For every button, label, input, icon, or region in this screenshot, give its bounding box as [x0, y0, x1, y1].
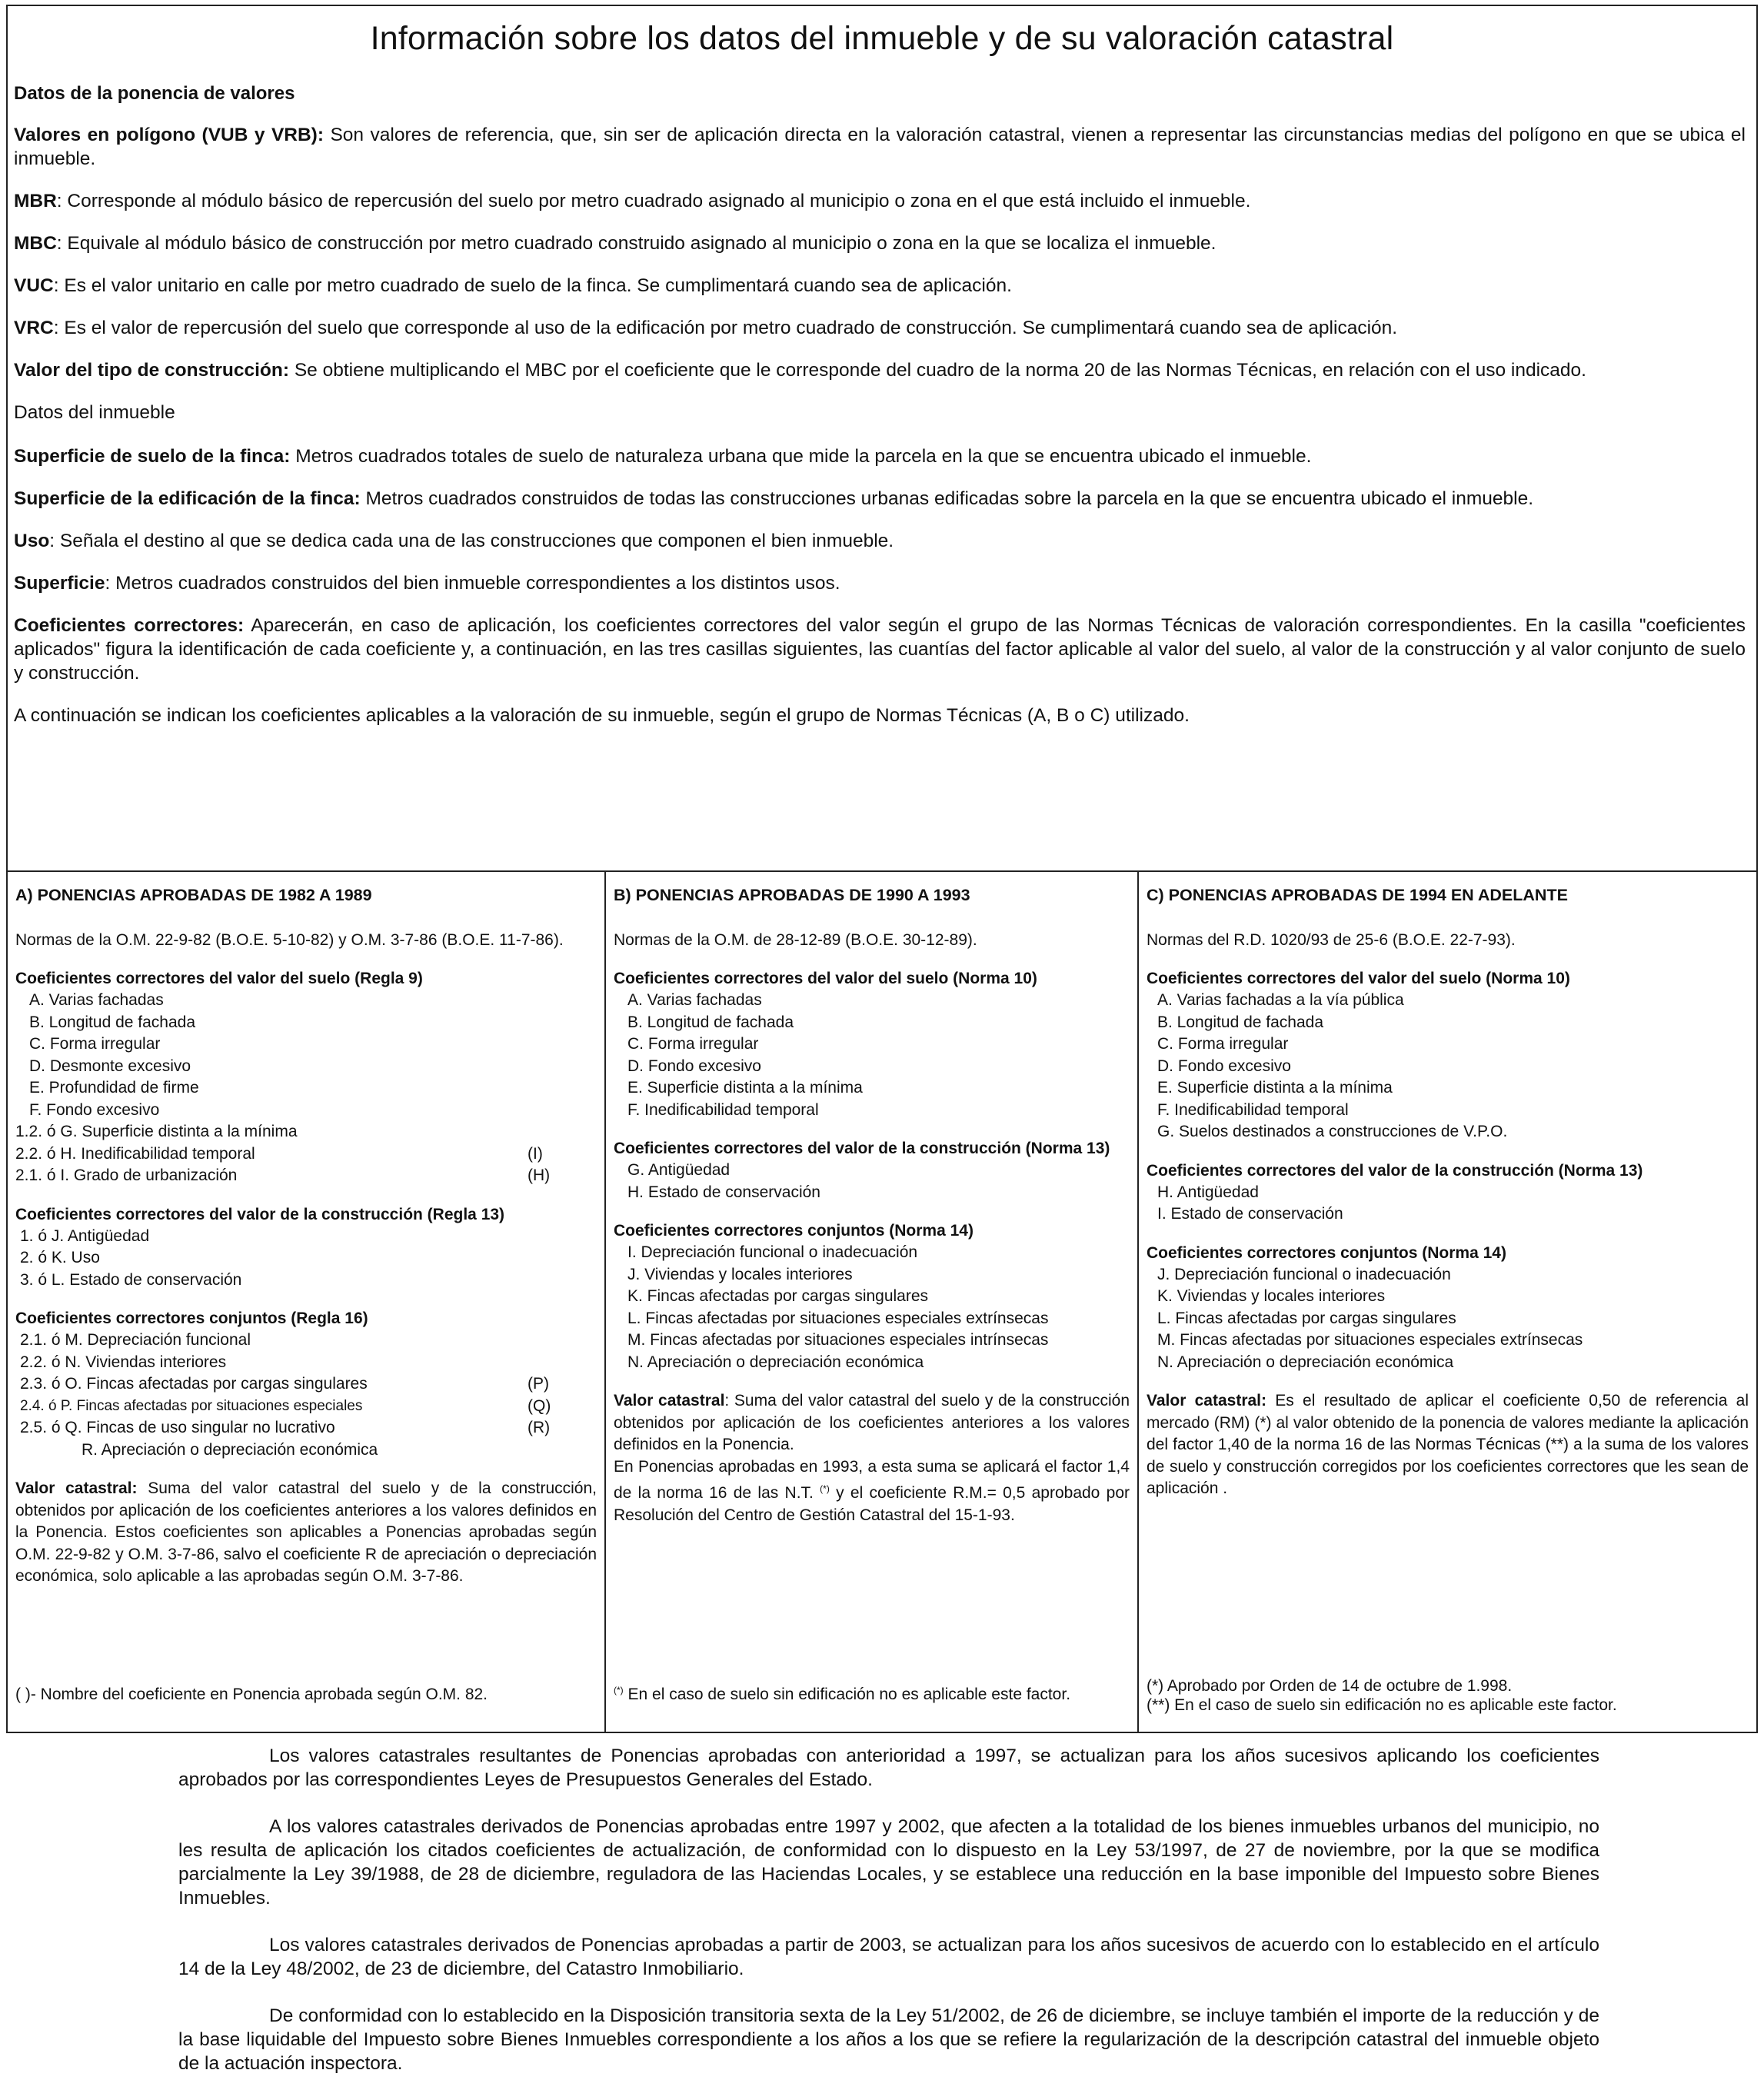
definition-superficie-suelo: Superficie de suelo de la finca: Metros cuadrados totales de suelo de naturaleza urbana que mide la parcela en la que se encuentra ubicado el inmueble.	[14, 446, 1312, 467]
column-a-conj-heading: Coeficientes correctores conjuntos (Regla 16)	[15, 1310, 368, 1327]
list-item: E. Profundidad de firme	[29, 1079, 199, 1097]
list-item: I. Estado de conservación	[1157, 1205, 1343, 1223]
column-b-footnote: (*) En el caso de suelo sin edificación no es aplicable este factor.	[614, 1684, 1071, 1703]
column-c-footnotes	[1147, 1676, 1749, 1715]
list-item: 3. ó L. Estado de conservación	[20, 1270, 242, 1289]
list-item: A. Varias fachadas	[627, 991, 762, 1009]
definitions-section	[14, 83, 1746, 746]
list-item: C. Forma irregular	[1157, 1035, 1289, 1053]
column-a	[8, 872, 604, 1732]
list-item: K. Fincas afectadas por cargas singulares	[627, 1287, 929, 1305]
bottom-paragraph: De conformidad con lo establecido en la Disposición transitoria sexta de la Ley 51/2002, de 26 de diciembre, se incluye también el importe de la reducción y de la base liquidable del Impuesto sobre Bienes Inmuebles correspondiente a los años a los que se refiere la regularización de la descripción catastral del inmueble objeto de la actuación inspectora.	[178, 2005, 1599, 2074]
column-c-valor-catastral: Valor catastral: Es el resultado de aplicar el coeficiente 0,50 de referencia al mercado (RM) (*) al valor obtenido de la ponencia de valores mediante la aplicación del factor 1,40 de la norma 16 de las Normas Técnicas (**) a la suma de los valores de suelo y construcción corregidos por los coeficientes correctores que les sean de aplicación .	[1147, 1392, 1749, 1497]
definition-superficie-edificacion: Superficie de la edificación de la finca: Metros cuadrados construidos de todas las construcciones urbanas edificadas sobre la parcela en la que se encuentra ubicado el inmueble.	[14, 488, 1534, 509]
list-item: I. Depreciación funcional o inadecuación	[627, 1243, 918, 1261]
list-item: 2.5. ó Q. Fincas de uso singular no lucrativo (R)	[20, 1419, 551, 1436]
column-c-conj-list	[1147, 1264, 1749, 1374]
bottom-paragraph: A los valores catastrales derivados de Ponencias aprobadas entre 1997 y 2002, que afecten a la totalidad de los bienes inmuebles urbanos del municipio, no les resulta de aplicación los citados coeficientes de actualización, de conformidad con lo dispuesto en la Ley 53/1997, de 27 de noviembre, por la que se modifica parcialmente la Ley 39/1988, de 28 de diciembre, reguladora de las Haciendas Locales, y se establece una reducción en la base imponible del Impuesto sobre Bienes Inmuebles.	[178, 1816, 1599, 1909]
column-a-suelo-list	[15, 990, 597, 1187]
definition-vrc: VRC: Es el valor de repercusión del suelo que corresponde al uso de la edificación por metro cuadrado de construcción. Se cumplimentará cuando sea de aplicación.	[14, 318, 1398, 338]
column-a-norms: Normas de la O.M. 22-9-82 (B.O.E. 5-10-82) y O.M. 3-7-86 (B.O.E. 11-7-86).	[15, 930, 564, 949]
column-b-valor-catastral: Valor catastral: Suma del valor catastral del suelo y de la construcción obtenidos por aplicación de los coeficientes anteriores a los valores definidos en la Ponencia.	[614, 1392, 1130, 1453]
list-item: E. Superficie distinta a la mínima	[1157, 1079, 1393, 1097]
list-item: C. Forma irregular	[627, 1035, 759, 1053]
column-c-suelo-heading: Coeficientes correctores del valor del suelo (Norma 10)	[1147, 970, 1570, 987]
column-a-valor-catastral: Valor catastral: Suma del valor catastral del suelo y de la construcción, obtenidos por aplicación de los coeficientes anteriores a los valores definidos en la Ponencia. Estos coeficientes son aplicables a Ponencias aprobadas según O.M. 22-9-82 y O.M. 3-7-86, salvo el coeficiente R de apreciación o depreciación económica, solo aplicable a las aprobadas según O.M. 3-7-86.	[15, 1479, 597, 1585]
column-a-constr-heading: Coeficientes correctores del valor de la construcción (Regla 13)	[15, 1205, 505, 1223]
list-item: L. Fincas afectadas por cargas singulares	[1157, 1309, 1456, 1327]
inmueble-heading: Datos del inmueble	[14, 402, 175, 423]
list-item: H. Antigüedad	[1157, 1183, 1259, 1201]
column-c-constr-list	[1147, 1182, 1749, 1226]
column-b-norms: Normas de la O.M. de 28-12-89 (B.O.E. 30-12-89).	[614, 930, 977, 949]
list-item: 2.2. ó H. Inedificabilidad temporal (I)	[15, 1144, 543, 1163]
column-a-conj-list	[15, 1330, 597, 1461]
list-item: F. Inedificabilidad temporal	[1157, 1100, 1349, 1119]
column-b	[604, 872, 1137, 1732]
list-item: R. Apreciación o depreciación económica	[82, 1440, 378, 1459]
column-b-conj-list	[614, 1242, 1130, 1373]
column-c-norms: Normas del R.D. 1020/93 de 25-6 (B.O.E. 22-7-93).	[1147, 930, 1516, 949]
list-item: 2.4. ó P. Fincas afectadas por situaciones especiales (Q)	[20, 1396, 551, 1415]
continuation-text: A continuación se indican los coeficientes aplicables a la valoración de su inmueble, según el grupo de Normas Técnicas (A, B o C) utilizado.	[14, 705, 1190, 726]
ponencias-table	[8, 870, 1756, 1732]
list-item: B. Longitud de fachada	[627, 1013, 794, 1031]
list-item: K. Viviendas y locales interiores	[1157, 1287, 1386, 1305]
list-item: B. Longitud de fachada	[29, 1013, 196, 1031]
bottom-notes	[178, 1744, 1599, 2098]
definition-valor-tipo: Valor del tipo de construcción: Se obtiene multiplicando el MBC por el coeficiente que le corresponde del cuadro de la norma 20 de las Normas Técnicas, en relación con el uso indicado.	[14, 360, 1586, 381]
list-item: C. Forma irregular	[29, 1035, 161, 1053]
list-item: 2.1. ó M. Depreciación funcional	[20, 1331, 251, 1349]
list-item: N. Apreciación o depreciación económica	[627, 1353, 924, 1371]
list-item: E. Superficie distinta a la mínima	[627, 1079, 863, 1097]
column-c-suelo-list	[1147, 990, 1749, 1143]
list-item: B. Longitud de fachada	[1157, 1013, 1324, 1031]
list-item: M. Fincas afectadas por situaciones especiales intrínsecas	[627, 1331, 1049, 1349]
list-item: J. Viviendas y locales interiores	[627, 1265, 853, 1283]
column-c-constr-heading: Coeficientes correctores del valor de la construcción (Norma 13)	[1147, 1161, 1643, 1180]
definition-vuc: VUC: Es el valor unitario en calle por metro cuadrado de suelo de la finca. Se cumplimentará cuando sea de aplicación.	[14, 275, 1012, 296]
definition-mbr: MBR: Corresponde al módulo básico de repercusión del suelo por metro cuadrado asignado al municipio o zona en el que está incluido el inmueble.	[14, 191, 1251, 211]
info-box	[6, 5, 1758, 1733]
column-b-suelo-list	[614, 990, 1130, 1121]
list-item: A. Varias fachadas	[29, 991, 164, 1009]
definition-superficie: Superficie: Metros cuadrados construidos del bien inmueble correspondientes a los distintos usos.	[14, 573, 840, 594]
column-a-footnote: ( )- Nombre del coeficiente en Ponencia aprobada según O.M. 82.	[15, 1685, 488, 1703]
column-b-heading: B) PONENCIAS APROBADAS DE 1990 A 1993	[614, 886, 970, 904]
list-item: 2. ó K. Uso	[20, 1249, 100, 1266]
column-c-footnote-2: (**) En el caso de suelo sin edificación no es aplicable este factor.	[1147, 1696, 1617, 1714]
column-a-suelo-heading: Coeficientes correctores del valor del suelo (Regla 9)	[15, 970, 423, 987]
column-c-heading: C) PONENCIAS APROBADAS DE 1994 EN ADELANTE	[1147, 886, 1568, 904]
column-b-constr-list	[614, 1160, 1130, 1203]
list-item: L. Fincas afectadas por situaciones especiales extrínsecas	[627, 1309, 1049, 1327]
column-b-constr-heading: Coeficientes correctores del valor de la construcción (Norma 13)	[614, 1140, 1110, 1157]
definition-mbc: MBC: Equivale al módulo básico de construcción por metro cuadrado construido asignado al municipio o zona en la que se localiza el inmueble.	[14, 233, 1216, 254]
column-a-constr-list	[15, 1226, 597, 1292]
column-b-conj-heading: Coeficientes correctores conjuntos (Norma 14)	[614, 1222, 974, 1240]
list-item: 2.1. ó I. Grado de urbanización (H)	[15, 1166, 551, 1184]
bottom-paragraph: Los valores catastrales derivados de Ponencias aprobadas a partir de 2003, se actualizan para los años sucesivos de acuerdo con lo establecido en el artículo 14 de la Ley 48/2002, de 23 de diciembre, del Catastro Inmobiliario.	[178, 1935, 1599, 1979]
column-b-valor-1993: En Ponencias aprobadas en 1993, a esta suma se aplicará el factor 1,4 de la norma 16 de las N.T. (*) y el coeficiente R.M.= 0,5 aprobado por Resolución del Centro de Gestión Catastral del 15-1-93.	[614, 1457, 1130, 1524]
list-item: D. Fondo excesivo	[627, 1057, 761, 1075]
list-item: 2.2. ó N. Viviendas interiores	[20, 1353, 227, 1371]
page-title: Información sobre los datos del inmueble y de su valoración catastral	[370, 20, 1394, 57]
list-item: 2.3. ó O. Fincas afectadas por cargas singulares (P)	[20, 1375, 549, 1393]
definition-coeficientes: Coeficientes correctores: Aparecerán, en caso de aplicación, los coeficientes correctores del valor según el grupo de las Normas Técnicas de valoración correspondientes. En la casilla "coeficientes aplicados" figura la identificación de cada coeficiente y, a continuación, en las tres casillas siguientes, las cuantías del factor aplicable al valor del suelo, al valor de la construcción y al valor conjunto de suelo y construcción.	[14, 615, 1746, 684]
column-b-suelo-heading: Coeficientes correctores del valor del suelo (Norma 10)	[614, 970, 1037, 987]
list-item: G. Antigüedad	[627, 1161, 731, 1179]
bottom-paragraph: Los valores catastrales resultantes de Ponencias aprobadas con anterioridad a 1997, se actualizan para los años sucesivos aplicando los coeficientes aprobados por las correspondientes Leyes de Presupuestos Generales del Estado.	[178, 1746, 1599, 1790]
list-item: J. Depreciación funcional o inadecuación	[1157, 1265, 1451, 1283]
list-item: N. Apreciación o depreciación económica	[1157, 1353, 1454, 1371]
list-item: 1. ó J. Antigüedad	[20, 1226, 150, 1245]
definition-uso: Uso: Señala el destino al que se dedica cada una de las construcciones que componen el bien inmueble.	[14, 531, 894, 551]
list-item: D. Desmonte excesivo	[29, 1057, 191, 1075]
list-item: G. Suelos destinados a construcciones de V.P.O.	[1157, 1123, 1508, 1140]
column-c	[1137, 872, 1756, 1732]
list-item: H. Estado de conservación	[627, 1183, 820, 1201]
column-c-conj-heading: Coeficientes correctores conjuntos (Norma 14)	[1147, 1243, 1506, 1262]
column-a-heading: A) PONENCIAS APROBADAS DE 1982 A 1989	[15, 886, 372, 904]
list-item: 1.2. ó G. Superficie distinta a la mínima	[15, 1123, 298, 1140]
list-item: F. Inedificabilidad temporal	[627, 1100, 819, 1119]
column-c-footnote-1: (*) Aprobado por Orden de 14 de octubre de 1.998.	[1147, 1677, 1513, 1695]
list-item: F. Fondo excesivo	[29, 1100, 160, 1119]
list-item: A. Varias fachadas a la vía pública	[1157, 991, 1404, 1009]
list-item: D. Fondo excesivo	[1157, 1057, 1291, 1075]
list-item: M. Fincas afectadas por situaciones especiales extrínsecas	[1157, 1331, 1583, 1349]
ponencia-heading: Datos de la ponencia de valores	[14, 83, 295, 104]
definition-vub-vrb: Valores en polígono (VUB y VRB): Son valores de referencia, que, sin ser de aplicación directa en la valoración catastral, vienen a representar las circunstancias medias del polígono en que se ubica el inmueble.	[14, 125, 1746, 169]
